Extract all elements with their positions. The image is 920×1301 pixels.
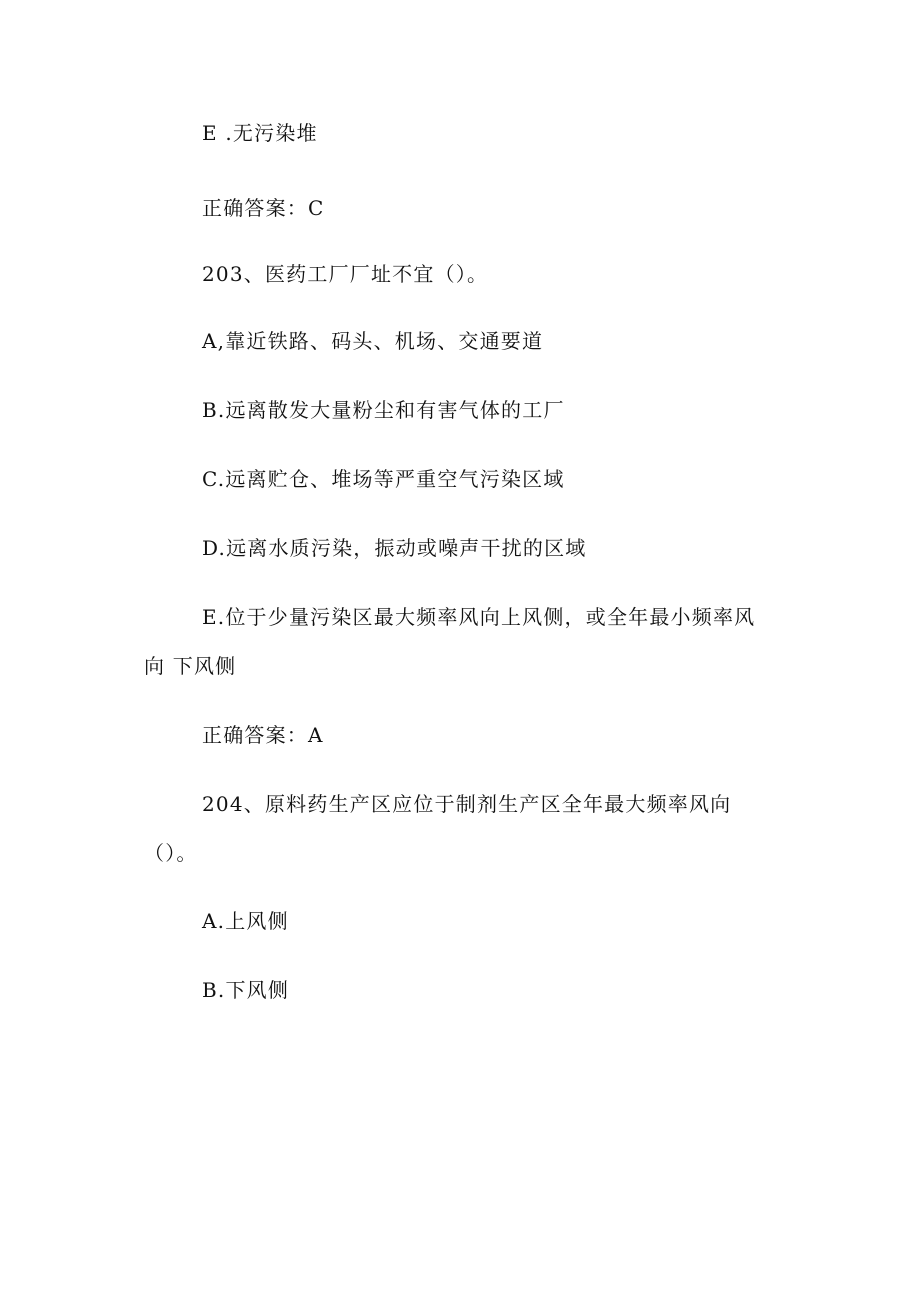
option-203-a: A,靠近铁路、码头、机场、交通要道 [202,329,544,353]
option-203-d: D.远离水质污染，振动或噪声干扰的区域 [202,536,587,560]
option-204-b: B.下风侧 [202,978,290,1002]
answer-203: 正确答案：A [202,723,324,747]
question-203: 203、医药工厂厂址不宜（）。 [202,262,489,286]
question-204: 204、原料药生产区应位于制剂生产区全年最大频率风向 [202,792,732,816]
option-204-a: A.上风侧 [202,909,289,933]
option-203-b: B.远离散发大量粉尘和有害气体的工厂 [202,398,565,422]
question-204-continuation: （）。 [144,841,198,865]
option-203-c: C.远离贮仓、堆场等严重空气污染区域 [202,467,565,491]
option-e-prev: E .无污染堆 [202,121,318,145]
option-203-e-continuation: 向 下风侧 [144,654,237,678]
option-203-e: E.位于少量污染区最大频率风向上风侧，或全年最小频率风 [202,605,756,629]
answer-202: 正确答案：C [202,196,325,220]
